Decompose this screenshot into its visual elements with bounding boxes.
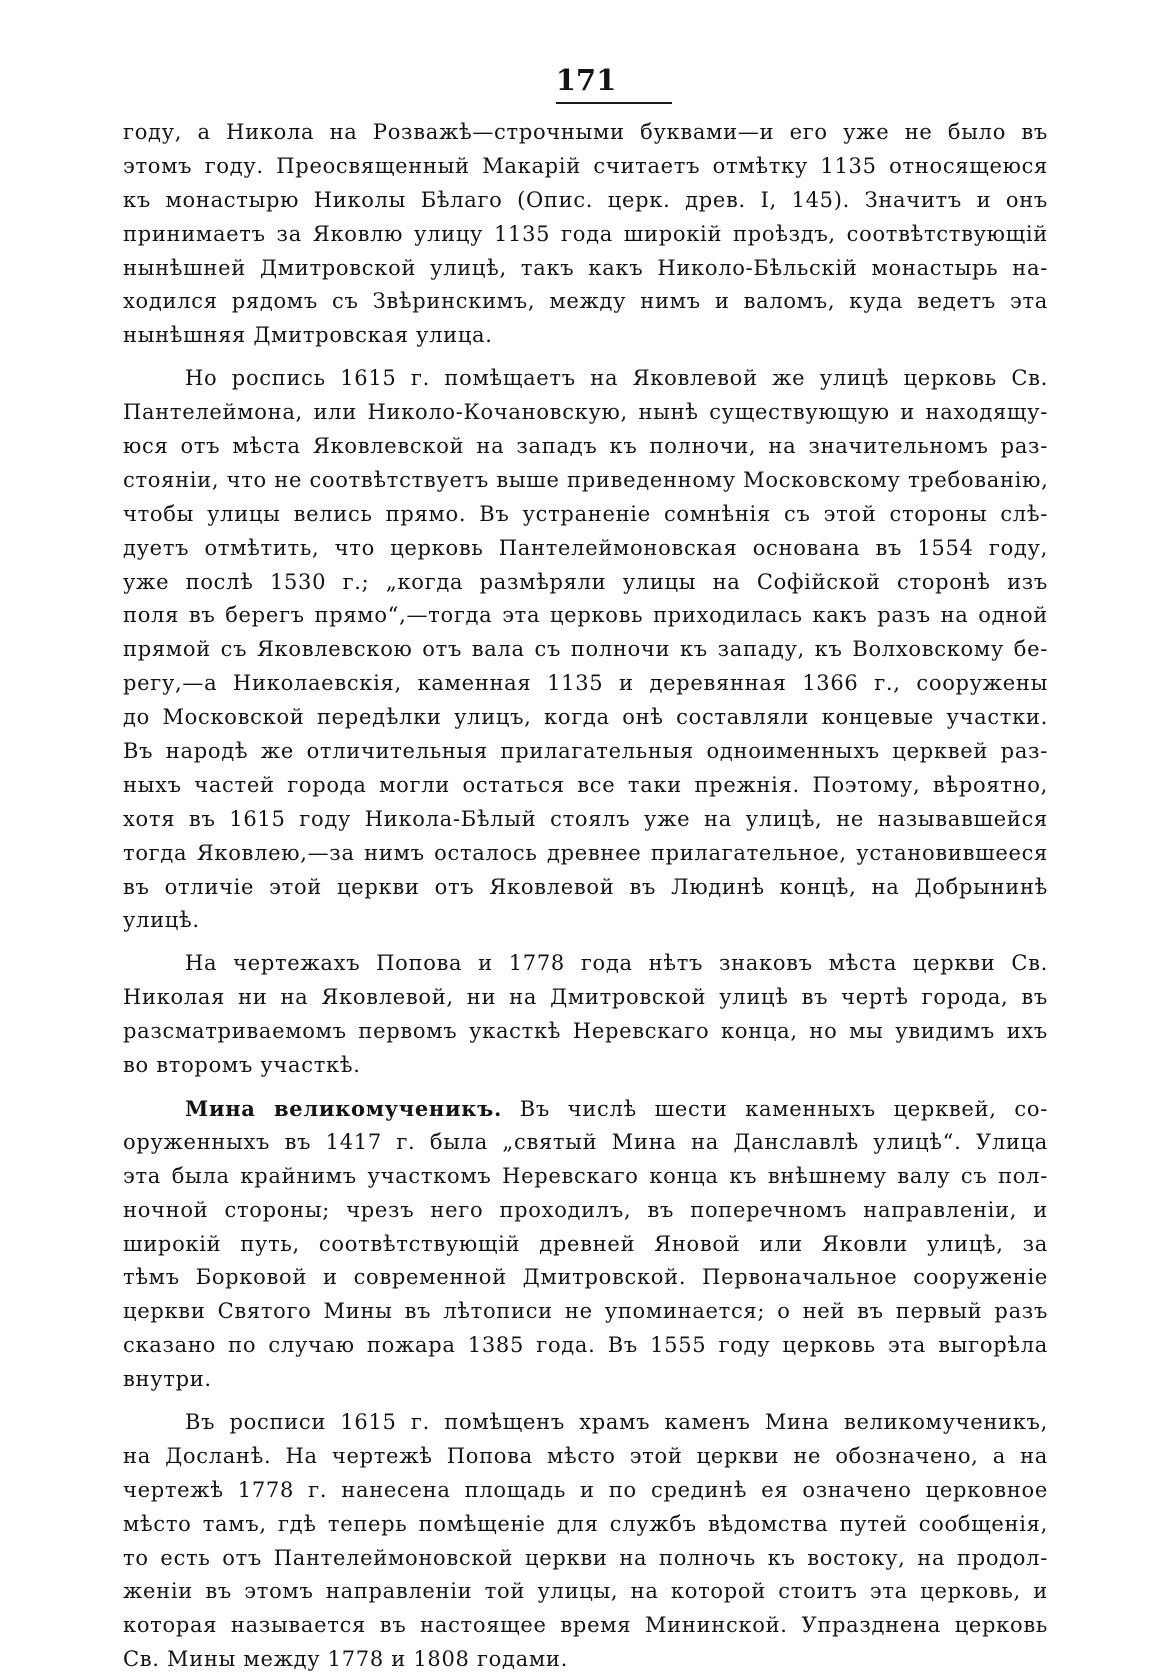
- text-line: до Московской передѣлки улицъ, когда онѣ составляли концевые участки.: [123, 705, 1048, 730]
- text-line: Пантелеймона, или Николо-Кочановскую, нынѣ существующую и находящу-: [123, 400, 1048, 425]
- paragraph-2: [123, 362, 1048, 938]
- section-heading: Мина великомученикъ.: [185, 1095, 502, 1121]
- page-number: 171: [555, 63, 617, 97]
- text-line: широкій путь, соотвѣтствующій древней Яновой или Яковли улицѣ, за: [123, 1231, 1048, 1256]
- text-line: ныхъ частей города могли остаться все таки прежнія. Поэтому, вѣроятно,: [123, 772, 1048, 797]
- text-line: хотя въ 1615 году Никола-Бѣлый стоялъ уже на улицѣ, не называвшейся: [123, 806, 1048, 831]
- text-line: чертежѣ 1778 г. нанесена площадь и по срединѣ ея означено церковное: [123, 1477, 1048, 1502]
- text-line: къ монастырю Николы Бѣлаго (Опис. церк. древ. I, 145). Значитъ и онъ: [123, 187, 1048, 212]
- text-line: уже послѣ 1530 г.; „когда размѣряли улицы на Софійской сторонѣ изъ: [123, 569, 1048, 594]
- text-line: Св. Мины между 1778 и 1808 годами.: [123, 1647, 568, 1672]
- text-line: въ отличіе этой церкви отъ Яковлевой въ Людинѣ концѣ, на Добрынинѣ: [123, 874, 1048, 899]
- text-line: прямой съ Яковлевскою отъ вала съ полночи къ западу, къ Волховскому бе-: [123, 637, 1048, 662]
- text-line: нынѣшняя Дмитровская улица.: [123, 323, 493, 348]
- text-line: церкви Святого Мины въ лѣтописи не упоминается; о ней въ первый разъ: [123, 1299, 1048, 1324]
- text-line: разсматриваемомъ первомъ укасткѣ Неревскаго конца, но мы увидимъ ихъ: [123, 1019, 1048, 1044]
- text-line: которая называется въ настоящее время Мининской. Упразднена церковь: [123, 1613, 1048, 1638]
- text-line: году, а Никола на Розважѣ—строчными буквами—и его уже не было въ: [123, 120, 1048, 144]
- text-line: тѣмъ Борковой и современной Дмитровской. Первоначальное сооруженіе: [123, 1265, 1048, 1290]
- text-line: улицѣ.: [123, 908, 200, 933]
- text-line: стояніи, что не соотвѣтствуетъ выше приведенному Московскому требованію,: [123, 467, 1049, 492]
- text-line: мѣсто тамъ, гдѣ теперь помѣщеніе для службъ вѣдомства путей сообщенія,: [123, 1511, 1048, 1536]
- paragraph-3: [123, 947, 1048, 1083]
- text-line: Въ росписи 1615 г. помѣщенъ храмъ каменъ Мина великомученикъ,: [185, 1409, 1048, 1434]
- text-line: сказано по случаю пожара 1385 года. Въ 1555 году церковь эта выгорѣла: [123, 1333, 1048, 1358]
- text-line: Николая ни на Яковлевой, ни на Дмитровской улицѣ въ чертѣ города, въ: [123, 985, 1048, 1010]
- page-number-rule: [556, 102, 672, 104]
- text-line: то есть отъ Пантелеймоновской церкви на полночь къ востоку, на продол-: [123, 1545, 1048, 1570]
- text-line: чтобы улицы велись прямо. Въ устраненіе сомнѣнія съ этой стороны слѣ-: [123, 501, 1048, 526]
- text-line: Въ народѣ же отличительныя прилагательныя одноименныхъ церквей раз-: [123, 739, 1048, 764]
- text-line: поля въ берегъ прямо“,—тогда эта церковь приходилась какъ разъ на одной: [123, 603, 1048, 628]
- text-line: на Досланѣ. На чертежѣ Попова мѣсто этой церкви не обозначено, а на: [123, 1443, 1048, 1468]
- text-line: женіи въ этомъ направленіи той улицы, на которой стоитъ эта церковь, и: [123, 1579, 1048, 1604]
- text-line: во второмъ участкѣ.: [123, 1053, 361, 1078]
- text-line: внутри.: [123, 1367, 212, 1392]
- text-line: Но роспись 1615 г. помѣщаетъ на Яковлевой же улицѣ церковь Св.: [185, 366, 1048, 391]
- text-line: [123, 1092, 1048, 1126]
- text-line: эта была крайнимъ участкомъ Неревскаго конца къ внѣшнему валу съ пол-: [123, 1163, 1048, 1188]
- text-line: ходился рядомъ съ Звѣринскимъ, между нимъ и валомъ, куда ведетъ эта: [123, 289, 1048, 314]
- text-line: оруженныхъ въ 1417 г. была „святый Мина на Данславлѣ улицѣ“. Улица: [123, 1129, 1048, 1154]
- text-line: юся отъ мѣста Яковлевской на западъ къ полночи, на значительномъ раз-: [123, 434, 1048, 459]
- heading-line-rest: Въ числѣ шести каменныхъ церквей, со-: [501, 1096, 1048, 1121]
- body-text: [123, 116, 1048, 1677]
- text-line: дуетъ отмѣтить, что церковь Пантелеймоновская основана въ 1554 году,: [123, 535, 1048, 560]
- text-line: ночной стороны; чрезъ него проходилъ, въ поперечномъ направленіи, и: [123, 1197, 1048, 1222]
- paragraph-5: [123, 1406, 1048, 1677]
- text-line: регу,—а Николаевскія, каменная 1135 и деревянная 1366 г., сооружены: [123, 671, 1048, 696]
- paragraph-4: [123, 1092, 1048, 1397]
- text-line: принимаетъ за Яковлю улицу 1135 года широкій проѣздъ, соотвѣтствующій: [123, 221, 1048, 246]
- text-line: нынѣшней Дмитровской улицѣ, такъ какъ Николо-Бѣльскій монастырь на-: [123, 255, 1048, 280]
- text-line: тогда Яковлею,—за нимъ осталось древнее прилагательное, установившееся: [123, 840, 1048, 865]
- paragraph-1: [123, 116, 1048, 353]
- text-line: этомъ году. Преосвященный Макарій считаетъ отмѣтку 1135 относящеюся: [123, 153, 1048, 178]
- text-line: На чертежахъ Попова и 1778 года нѣтъ знаковъ мѣста церкви Св.: [185, 951, 1048, 976]
